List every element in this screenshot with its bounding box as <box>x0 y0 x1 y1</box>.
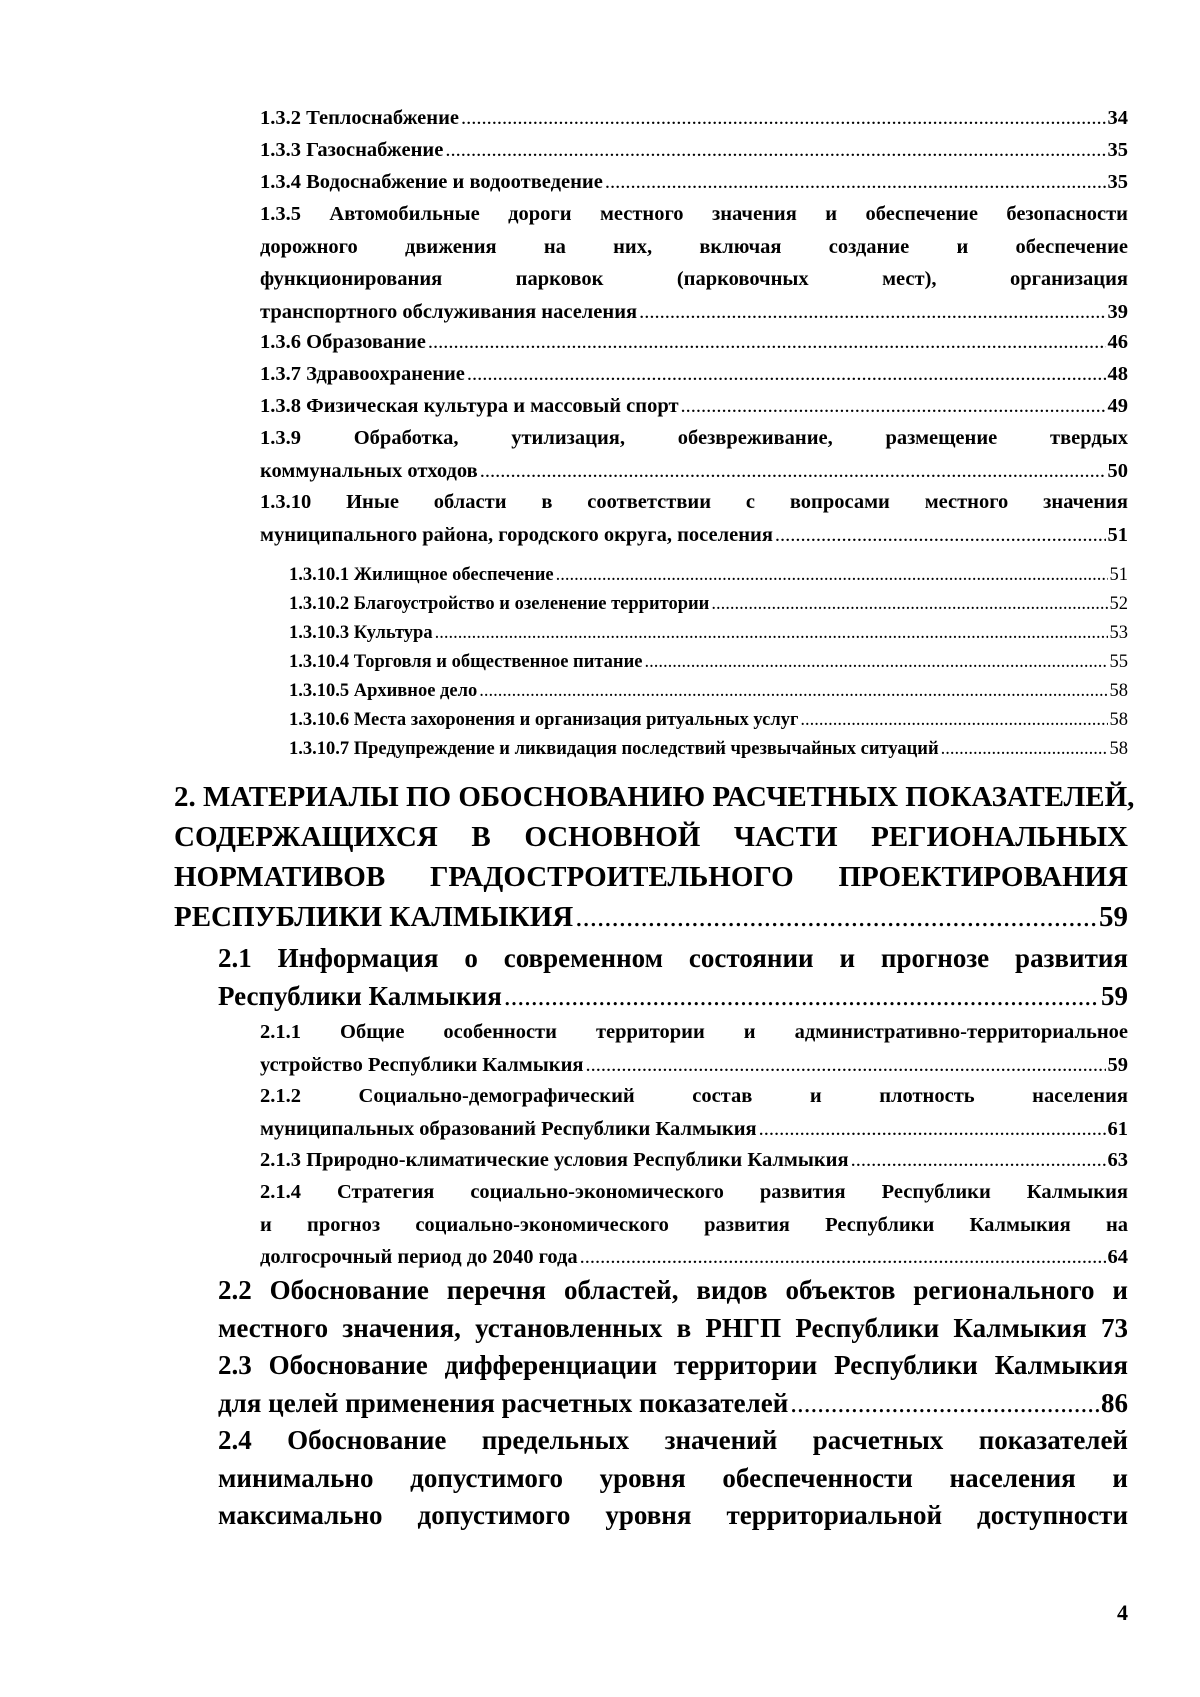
leader-dots <box>775 519 1106 552</box>
toc-label: коммунальных отходов <box>260 459 478 482</box>
leader-dots <box>639 296 1105 329</box>
toc-entry-2-4[interactable] <box>218 1422 1128 1535</box>
leader-dots <box>435 619 1108 649</box>
toc-page: 34 <box>1107 107 1128 129</box>
leader-dots <box>790 1385 1099 1423</box>
toc-page: 48 <box>1107 363 1128 385</box>
toc-entry-2-1-2[interactable] <box>260 1080 1128 1145</box>
toc-label: 1.3.7 Здравоохранение <box>260 363 465 385</box>
toc-entry-1-3-8[interactable] <box>260 390 1128 423</box>
toc-line: 1.3.5 Автомобильные дороги местного значения и обеспечение безопасности <box>260 203 1128 225</box>
toc-entry-1-3-10-2[interactable] <box>289 590 1128 620</box>
leader-dots <box>556 561 1108 591</box>
toc-line: 2. МАТЕРИАЛЫ ПО ОБОСНОВАНИЮ РАСЧЕТНЫХ ПОКАЗАТЕЛЕЙ, <box>174 781 1135 813</box>
toc-entry-2[interactable] <box>174 777 1135 937</box>
toc-entry-2-1[interactable] <box>218 940 1128 1015</box>
toc-page: 58 <box>1109 681 1128 701</box>
toc-entry-1-3-4[interactable] <box>260 166 1128 199</box>
leader-dots <box>681 390 1106 423</box>
leader-dots <box>711 590 1107 620</box>
leader-dots <box>479 677 1107 707</box>
toc-line: 2.3 Обоснование дифференциации территории Республики Калмыкия <box>218 1350 1128 1380</box>
toc-page: 46 <box>1107 331 1128 353</box>
toc-line: минимально допустимого уровня обеспеченности населения и <box>218 1462 1128 1493</box>
leader-dots <box>644 648 1107 678</box>
leader-dots <box>575 897 1097 937</box>
toc-page: 59 <box>1099 901 1128 933</box>
toc-entry-1-3-5[interactable] <box>260 198 1128 328</box>
leader-dots <box>428 326 1106 359</box>
toc-page: 35 <box>1107 139 1128 161</box>
toc-label: 1.3.10.4 Торговля и общественное питание <box>289 652 643 672</box>
toc-page: 58 <box>1109 710 1128 730</box>
toc-entry-2-3[interactable] <box>218 1347 1128 1422</box>
toc-page: 61 <box>1107 1117 1128 1140</box>
toc-page: 35 <box>1107 171 1128 193</box>
leader-dots <box>759 1113 1106 1146</box>
toc-label: долгосрочный период до 2040 года <box>260 1246 578 1268</box>
leader-dots <box>480 455 1106 488</box>
toc-entry-1-3-10-7[interactable] <box>289 735 1128 765</box>
leader-dots <box>467 358 1106 391</box>
toc-line: СОДЕРЖАЩИХСЯ В ОСНОВНОЙ ЧАСТИ РЕГИОНАЛЬНЫХ <box>174 821 1128 853</box>
toc-line: функционирования парковок (парковочных мест), организация <box>260 268 1128 290</box>
toc-page: 51 <box>1109 565 1128 585</box>
toc-label: 1.3.10.7 Предупреждение и ликвидация последствий чрезвычайных ситуаций <box>289 739 939 759</box>
toc-page: 59 <box>1101 980 1128 1011</box>
leader-dots <box>580 1241 1106 1274</box>
toc-line: максимально допустимого уровня территориальной доступности <box>218 1500 1128 1530</box>
leader-dots <box>800 706 1107 736</box>
toc-line: 2.1.4 Стратегия социально-экономического развития Республики Калмыкия <box>260 1181 1128 1203</box>
toc-entry-1-3-10-5[interactable] <box>289 677 1128 707</box>
toc-entry-1-3-10-3[interactable] <box>289 619 1128 649</box>
toc-line: 2.4 Обоснование предельных значений расчетных показателей <box>218 1425 1128 1455</box>
toc-label: РЕСПУБЛИКИ КАЛМЫКИЯ <box>174 901 574 933</box>
toc-entry-1-3-10-1[interactable] <box>289 561 1128 591</box>
toc-entry-2-2[interactable] <box>218 1272 1128 1347</box>
toc-page: 50 <box>1107 459 1128 482</box>
leader-dots <box>461 102 1106 135</box>
toc-label: устройство Республики Калмыкия <box>260 1053 584 1076</box>
toc-label: 1.3.2 Теплоснабжение <box>260 107 459 129</box>
toc-label: транспортного обслуживания населения <box>260 300 638 323</box>
toc-label: 1.3.3 Газоснабжение <box>260 139 444 161</box>
toc-label: для целей применения расчетных показателей <box>218 1387 789 1418</box>
toc-line: 2.1.2 Социально-демографический состав и плотность населения <box>260 1085 1128 1107</box>
leader-dots <box>851 1144 1106 1177</box>
toc-label: 1.3.6 Образование <box>260 331 426 353</box>
toc-entry-1-3-7[interactable] <box>260 358 1128 391</box>
toc-label: 2.1.3 Природно-климатические условия Республики Калмыкия <box>260 1149 849 1171</box>
toc-page: 39 <box>1107 300 1128 323</box>
toc-label: 1.3.10.3 Культура <box>289 623 433 643</box>
toc-line: 1.3.9 Обработка, утилизация, обезвреживание, размещение твердых <box>260 427 1128 449</box>
toc-line: 2.1.1 Общие особенности территории и административно-территориальное <box>260 1021 1128 1043</box>
toc-entry-1-3-10[interactable] <box>260 486 1128 551</box>
toc-label: муниципальных образований Республики Калмыкия <box>260 1117 757 1140</box>
page-number: 4 <box>1117 1600 1128 1625</box>
toc-page: 64 <box>1107 1246 1128 1268</box>
toc-line: 1.3.10 Иные области в соответствии с вопросами местного значения <box>260 491 1128 513</box>
toc-entry-1-3-2[interactable] <box>260 102 1128 135</box>
toc-page: 59 <box>1107 1053 1128 1076</box>
leader-dots <box>504 978 1099 1016</box>
toc-entry-1-3-3[interactable] <box>260 134 1128 167</box>
toc-label: 1.3.8 Физическая культура и массовый спорт <box>260 395 679 417</box>
toc-label: 1.3.4 Водоснабжение и водоотведение <box>260 171 603 193</box>
toc-page: 52 <box>1109 594 1128 614</box>
toc-label: 1.3.10.1 Жилищное обеспечение <box>289 565 554 585</box>
leader-dots <box>605 166 1106 199</box>
toc-page: 86 <box>1101 1387 1128 1418</box>
leader-dots <box>585 1049 1105 1082</box>
toc-entry-1-3-6[interactable] <box>260 326 1128 359</box>
toc-label: 1.3.10.5 Архивное дело <box>289 681 478 701</box>
toc-label: 1.3.10.6 Места захоронения и организация ритуальных услуг <box>289 710 799 730</box>
toc-line: 2.1 Информация о современном состоянии и прогнозе развития <box>218 943 1128 973</box>
toc-page: 58 <box>1109 739 1128 759</box>
toc-entry-2-1-1[interactable] <box>260 1016 1128 1081</box>
toc-page: 49 <box>1107 395 1128 417</box>
leader-dots <box>941 735 1108 765</box>
toc-label: муниципального района, городского округа, поселения <box>260 523 773 546</box>
toc-label: Республики Калмыкия <box>218 980 502 1011</box>
toc-page: 63 <box>1107 1149 1128 1171</box>
toc-entry-1-3-10-4[interactable] <box>289 648 1128 678</box>
toc-line: и прогноз социально-экономического развития Республики Калмыкия на <box>260 1213 1128 1236</box>
toc-line: НОРМАТИВОВ ГРАДОСТРОИТЕЛЬНОГО ПРОЕКТИРОВАНИЯ <box>174 861 1128 893</box>
toc-page: 51 <box>1107 523 1128 546</box>
toc-entry-1-3-9[interactable] <box>260 422 1128 487</box>
toc-entry-2-1-3[interactable] <box>260 1144 1128 1177</box>
leader-dots <box>445 134 1105 167</box>
toc-page: 53 <box>1109 623 1128 643</box>
toc-line: дорожного движения на них, включая создание и обеспечение <box>260 235 1128 258</box>
toc-page: 55 <box>1109 652 1128 672</box>
toc-line: 2.2 Обоснование перечня областей, видов объектов регионального и <box>218 1275 1128 1305</box>
toc-entry-1-3-10-6[interactable] <box>289 706 1128 736</box>
toc-line: местного значения, установленных в РНГП Республики Калмыкия 73 <box>218 1312 1128 1343</box>
toc-label: 1.3.10.2 Благоустройство и озеленение территории <box>289 594 710 614</box>
toc-entry-2-1-4[interactable] <box>260 1176 1128 1274</box>
